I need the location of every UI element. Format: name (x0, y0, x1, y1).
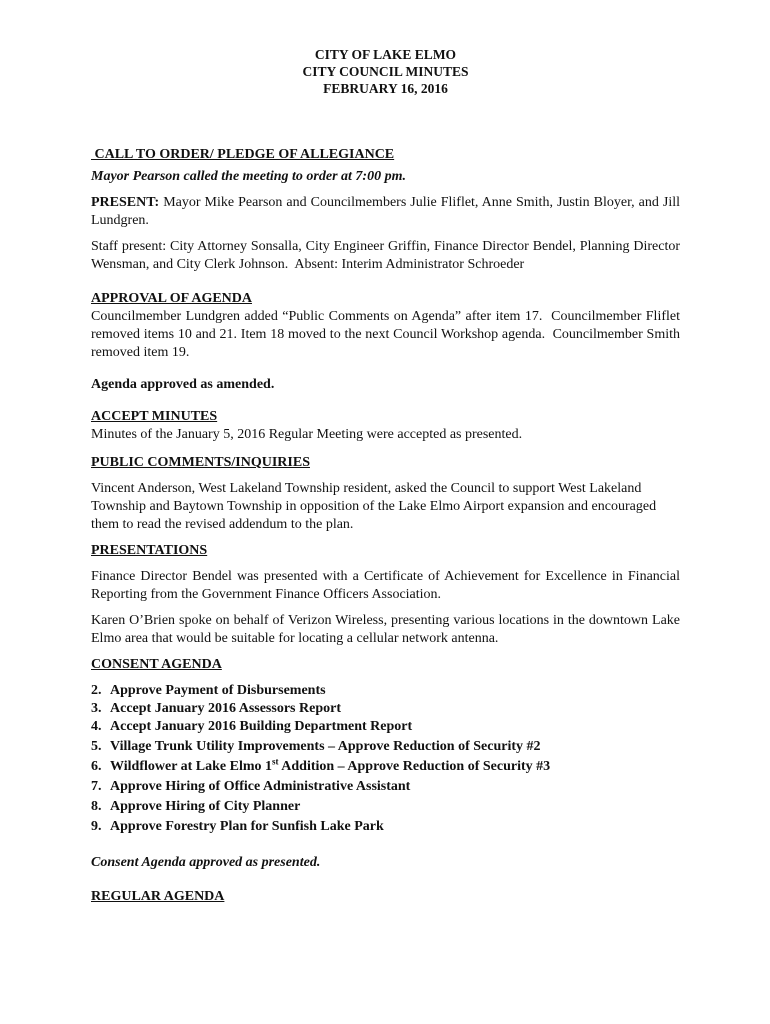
header-date: FEBRUARY 16, 2016 (323, 81, 448, 96)
header-title: CITY COUNCIL MINUTES (302, 64, 469, 79)
consent-agenda-list (91, 682, 680, 836)
approval-heading: APPROVAL OF AGENDA (91, 291, 253, 306)
list-item: 4. Accept January 2016 Building Department Report (91, 719, 413, 734)
list-item: 7. Approve Hiring of Office Administrative Assistant (91, 779, 411, 794)
present-text: Mayor Mike Pearson and Councilmembers Julie Fliflet, Anne Smith, Justin Bloyer, and Jill Lundgren. (91, 195, 684, 228)
regular-agenda-heading: REGULAR AGENDA (91, 889, 225, 904)
accept-minutes-heading: ACCEPT MINUTES (91, 409, 218, 424)
list-item: 3. Accept January 2016 Assessors Report (91, 701, 341, 716)
call-to-order-heading: CALL TO ORDER/ PLEDGE OF ALLEGIANCE (91, 147, 395, 162)
list-item: 6. Wildflower at Lake Elmo 1st Addition – Approve Reduction of Security #3 (91, 756, 551, 774)
accept-minutes-text: Minutes of the January 5, 2016 Regular Meeting were accepted as presented. (91, 427, 523, 442)
presentations-text-2: Karen O’Brien spoke on behalf of Verizon Wireless, presenting various locations in the downtown Lake Elmo area that would be suitable for locating a cellular network antenna. (91, 613, 680, 646)
staff-paragraph: Staff present: City Attorney Sonsalla, City Engineer Griffin, Finance Director Bendel, Planning Director Wensman, and City Clerk Johnson. Absent: Interim Administrator Schroeder (91, 239, 684, 272)
present-paragraph (91, 194, 684, 230)
public-comments-text: Vincent Anderson, West Lakeland Township resident, asked the Council to support West Lakeland Township and Baytown Township in opposition of the Lake Elmo Airport expansion and encouraged them to read the revised addendum to the plan. (91, 481, 657, 532)
document-header (91, 46, 680, 97)
section-presentations (91, 542, 680, 648)
section-approval-of-agenda (91, 290, 684, 394)
section-consent-agenda (91, 656, 680, 872)
section-regular-agenda (91, 888, 680, 906)
list-item: 9. Approve Forestry Plan for Sunfish Lake Park (91, 819, 384, 834)
section-accept-minutes (91, 408, 680, 444)
section-call-to-order (91, 146, 684, 274)
list-item: 8. Approve Hiring of City Planner (91, 799, 301, 814)
minutes-page (91, 46, 684, 906)
approval-result: Agenda approved as amended. (91, 377, 275, 392)
public-comments-heading: PUBLIC COMMENTS/INQUIRIES (91, 455, 310, 470)
list-item: 2. Approve Payment of Disbursements (91, 683, 326, 698)
consent-agenda-heading: CONSENT AGENDA (91, 657, 222, 672)
presentations-text-1: Finance Director Bendel was presented with a Certificate of Achievement for Excellence in Financial Reporting from the Government Finance Officers Association. (91, 569, 680, 602)
section-public-comments (91, 454, 680, 534)
consent-agenda-result: Consent Agenda approved as presented. (91, 855, 321, 870)
mayor-call-line: Mayor Pearson called the meeting to order at 7:00 pm. (91, 169, 406, 184)
list-item: 5. Village Trunk Utility Improvements – Approve Reduction of Security #2 (91, 739, 541, 754)
approval-text: Councilmember Lundgren added “Public Comments on Agenda” after item 17. Councilmember Fliflet removed items 10 and 21. Item 18 moved to the next Council Workshop agenda. Councilmember Smith removed item 19. (91, 309, 684, 360)
header-city: CITY OF LAKE ELMO (314, 47, 457, 62)
presentations-heading: PRESENTATIONS (91, 543, 208, 558)
present-label: PRESENT: (91, 195, 160, 210)
